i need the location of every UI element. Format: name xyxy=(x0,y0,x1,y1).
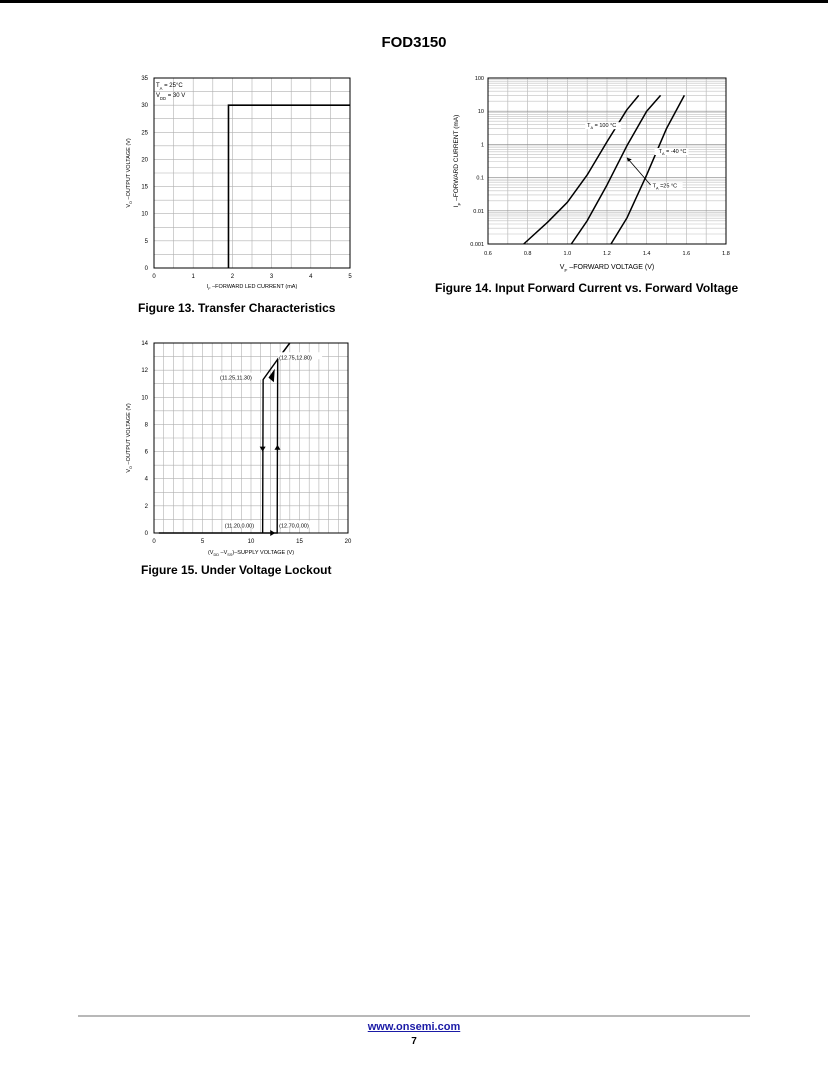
annotation-label: (11.20,0.00) xyxy=(224,523,255,530)
annotation-label: $T_A = 100$ °C xyxy=(587,123,617,131)
figure-14-caption: Figure 14. Input Forward Current vs. Forward Voltage xyxy=(435,281,739,295)
y-tick-label: 1 xyxy=(480,142,484,149)
y-axis-label: $V_O$ –OUTPUT VOLTAGE (V) xyxy=(126,403,133,473)
annotation-label: (11.25,11.30) xyxy=(219,375,252,382)
series-line-0 xyxy=(524,95,639,244)
figure-15-chart xyxy=(100,336,380,562)
top-rule xyxy=(0,0,828,3)
x-tick-label: 0 xyxy=(152,274,156,280)
figure-15-caption: Figure 15. Under Voltage Lockout xyxy=(141,563,332,577)
x-tick-label: 20 xyxy=(344,539,352,545)
y-axis-label: $I_F$ –FORWARD CURRENT (mA) xyxy=(453,114,462,208)
y-tick-label: 0.001 xyxy=(470,242,484,248)
y-tick-label: 6 xyxy=(144,449,148,456)
x-tick-label: 1.0 xyxy=(563,251,572,257)
x-tick-label: 3 xyxy=(269,274,274,280)
x-tick-label: 1.4 xyxy=(642,251,651,257)
annotation-label: $T_A = -40$ °C xyxy=(658,149,687,157)
y-tick-label: 0.1 xyxy=(476,175,484,182)
x-tick-label: 15 xyxy=(296,539,303,545)
figure-14-chart xyxy=(440,70,750,275)
y-tick-label: 100 xyxy=(474,76,484,82)
y-tick-label: 12 xyxy=(141,368,148,375)
page-number: 7 xyxy=(411,1036,417,1047)
x-axis-label: $I_F$ –FORWARD LED CURRENT (mA) xyxy=(206,284,298,291)
figure-13-chart xyxy=(100,70,380,298)
y-tick-label: 2 xyxy=(144,503,148,510)
x-tick-label: 0.8 xyxy=(523,251,532,257)
figure-13 xyxy=(100,70,380,298)
x-tick-label: 0 xyxy=(152,539,156,545)
y-tick-label: 0.01 xyxy=(473,208,484,215)
y-tick-label: 25 xyxy=(141,130,148,137)
figure-14 xyxy=(440,70,750,275)
x-axis-label: $V_F$ –FORWARD VOLTAGE (V) xyxy=(559,264,655,274)
x-tick-label: 2 xyxy=(230,274,235,280)
y-tick-label: 0 xyxy=(144,531,148,537)
y-tick-label: 5 xyxy=(144,238,148,245)
legend-entry: $V_{DD} = 30$ V xyxy=(156,93,186,101)
x-tick-label: 1 xyxy=(191,274,195,280)
x-tick-label: 5 xyxy=(200,539,205,545)
y-tick-label: 4 xyxy=(144,476,148,483)
x-tick-label: 0.6 xyxy=(484,251,492,257)
annotation-label: (12.75,12.80) xyxy=(279,355,312,362)
page-title: FOD3150 xyxy=(381,34,447,51)
y-tick-label: 8 xyxy=(144,422,148,429)
y-tick-label: 0 xyxy=(144,266,148,272)
footer-link[interactable]: www.onsemi.com xyxy=(367,1021,461,1033)
x-tick-label: 1.6 xyxy=(682,251,691,257)
arrowhead-rising xyxy=(274,445,280,450)
figure-15 xyxy=(100,336,380,562)
y-axis-label: $V_O$ –OUTPUT VOLTAGE (V) xyxy=(126,138,133,208)
annotation-label: (12.70,0.00) xyxy=(279,523,309,530)
y-tick-label: 20 xyxy=(141,157,148,164)
arrowhead-rising-base xyxy=(270,530,275,536)
figure-13-caption: Figure 13. Transfer Characteristics xyxy=(138,301,336,315)
y-tick-label: 35 xyxy=(141,76,148,82)
x-tick-label: 1.2 xyxy=(603,251,611,257)
y-tick-label: 15 xyxy=(141,184,148,191)
annotation-label: $T_A =25$ °C xyxy=(652,183,678,191)
x-tick-label: 1.8 xyxy=(722,251,730,257)
x-tick-label: 5 xyxy=(348,274,352,280)
x-tick-label: 10 xyxy=(247,539,255,545)
y-tick-label: 10 xyxy=(141,211,148,218)
footer-rule xyxy=(78,1015,750,1017)
y-tick-label: 14 xyxy=(141,341,148,347)
x-tick-label: 4 xyxy=(309,274,313,280)
y-tick-label: 10 xyxy=(141,395,148,402)
x-axis-label: ($V_{DD}$ $-V_{SS}$)–SUPPLY VOLTAGE (V) xyxy=(207,550,295,557)
y-tick-label: 10 xyxy=(477,109,484,116)
series-line-1 xyxy=(571,95,660,244)
y-tick-label: 30 xyxy=(141,103,148,110)
legend-entry: $T_A = 25^\circ C$ xyxy=(156,83,183,91)
